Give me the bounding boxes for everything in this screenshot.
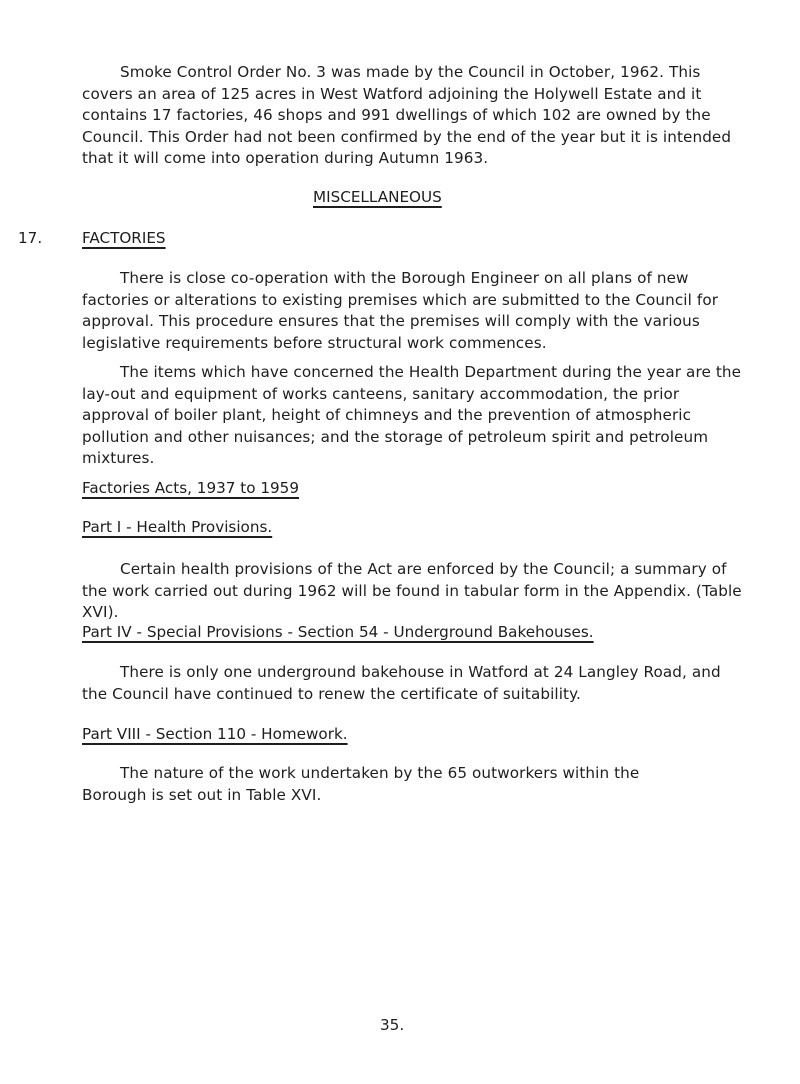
page-number: 35. xyxy=(380,1016,405,1034)
miscellaneous-heading: MISCELLANEOUS xyxy=(313,188,442,206)
factories-acts-heading: Factories Acts, 1937 to 1959 xyxy=(82,479,299,497)
part-4-paragraph: There is only one underground bakehouse in Watford at 24 Langley Road, and the Council have continued to renew the certificate of suitability. xyxy=(82,663,721,703)
smoke-control-paragraph: Smoke Control Order No. 3 was made by the Council in October, 1962. This covers an area of 125 acres in West Watford adjoining the Holywell Estate and it contains 17 factories, 46 shops and 991 dwellings of which 102 are owned by the Council. This Order had not been confirmed by the end of the year but it is intended that it will come into operation during Autumn 1963. xyxy=(82,63,732,167)
part-8-heading: Part VIII - Section 110 - Homework. xyxy=(82,725,348,743)
factories-paragraph-items: The items which have concerned the Health Department during the year are the lay-out and equipment of works canteens, sanitary accommodation, the prior approval of boiler plant, height of chimneys and the prevention of atmospheric pollution and other nuisances; and the storage of petroleum spirit and petroleum mixtures. xyxy=(82,363,742,467)
part-1-paragraph: Certain health provisions of the Act are enforced by the Council; a summary of the work carried out during 1962 will be found in tabular form in the Appendix. (Table XVI). xyxy=(82,560,742,621)
part-8-paragraph: The nature of the work undertaken by the 65 outworkers within the Borough is set out in Table XVI. xyxy=(82,764,640,804)
part-1-heading: Part I - Health Provisions. xyxy=(82,518,273,536)
factories-heading: FACTORIES xyxy=(82,229,166,247)
section-number: 17. xyxy=(18,229,43,247)
part-4-heading: Part IV - Special Provisions - Section 54 - Underground Bakehouses. xyxy=(82,623,594,641)
factories-paragraph-cooperation: There is close co-operation with the Borough Engineer on all plans of new factories or alterations to existing premises which are submitted to the Council for approval. This procedure ensures that the premises will comply with the various legislative requirements before structural work commences. xyxy=(82,269,719,352)
